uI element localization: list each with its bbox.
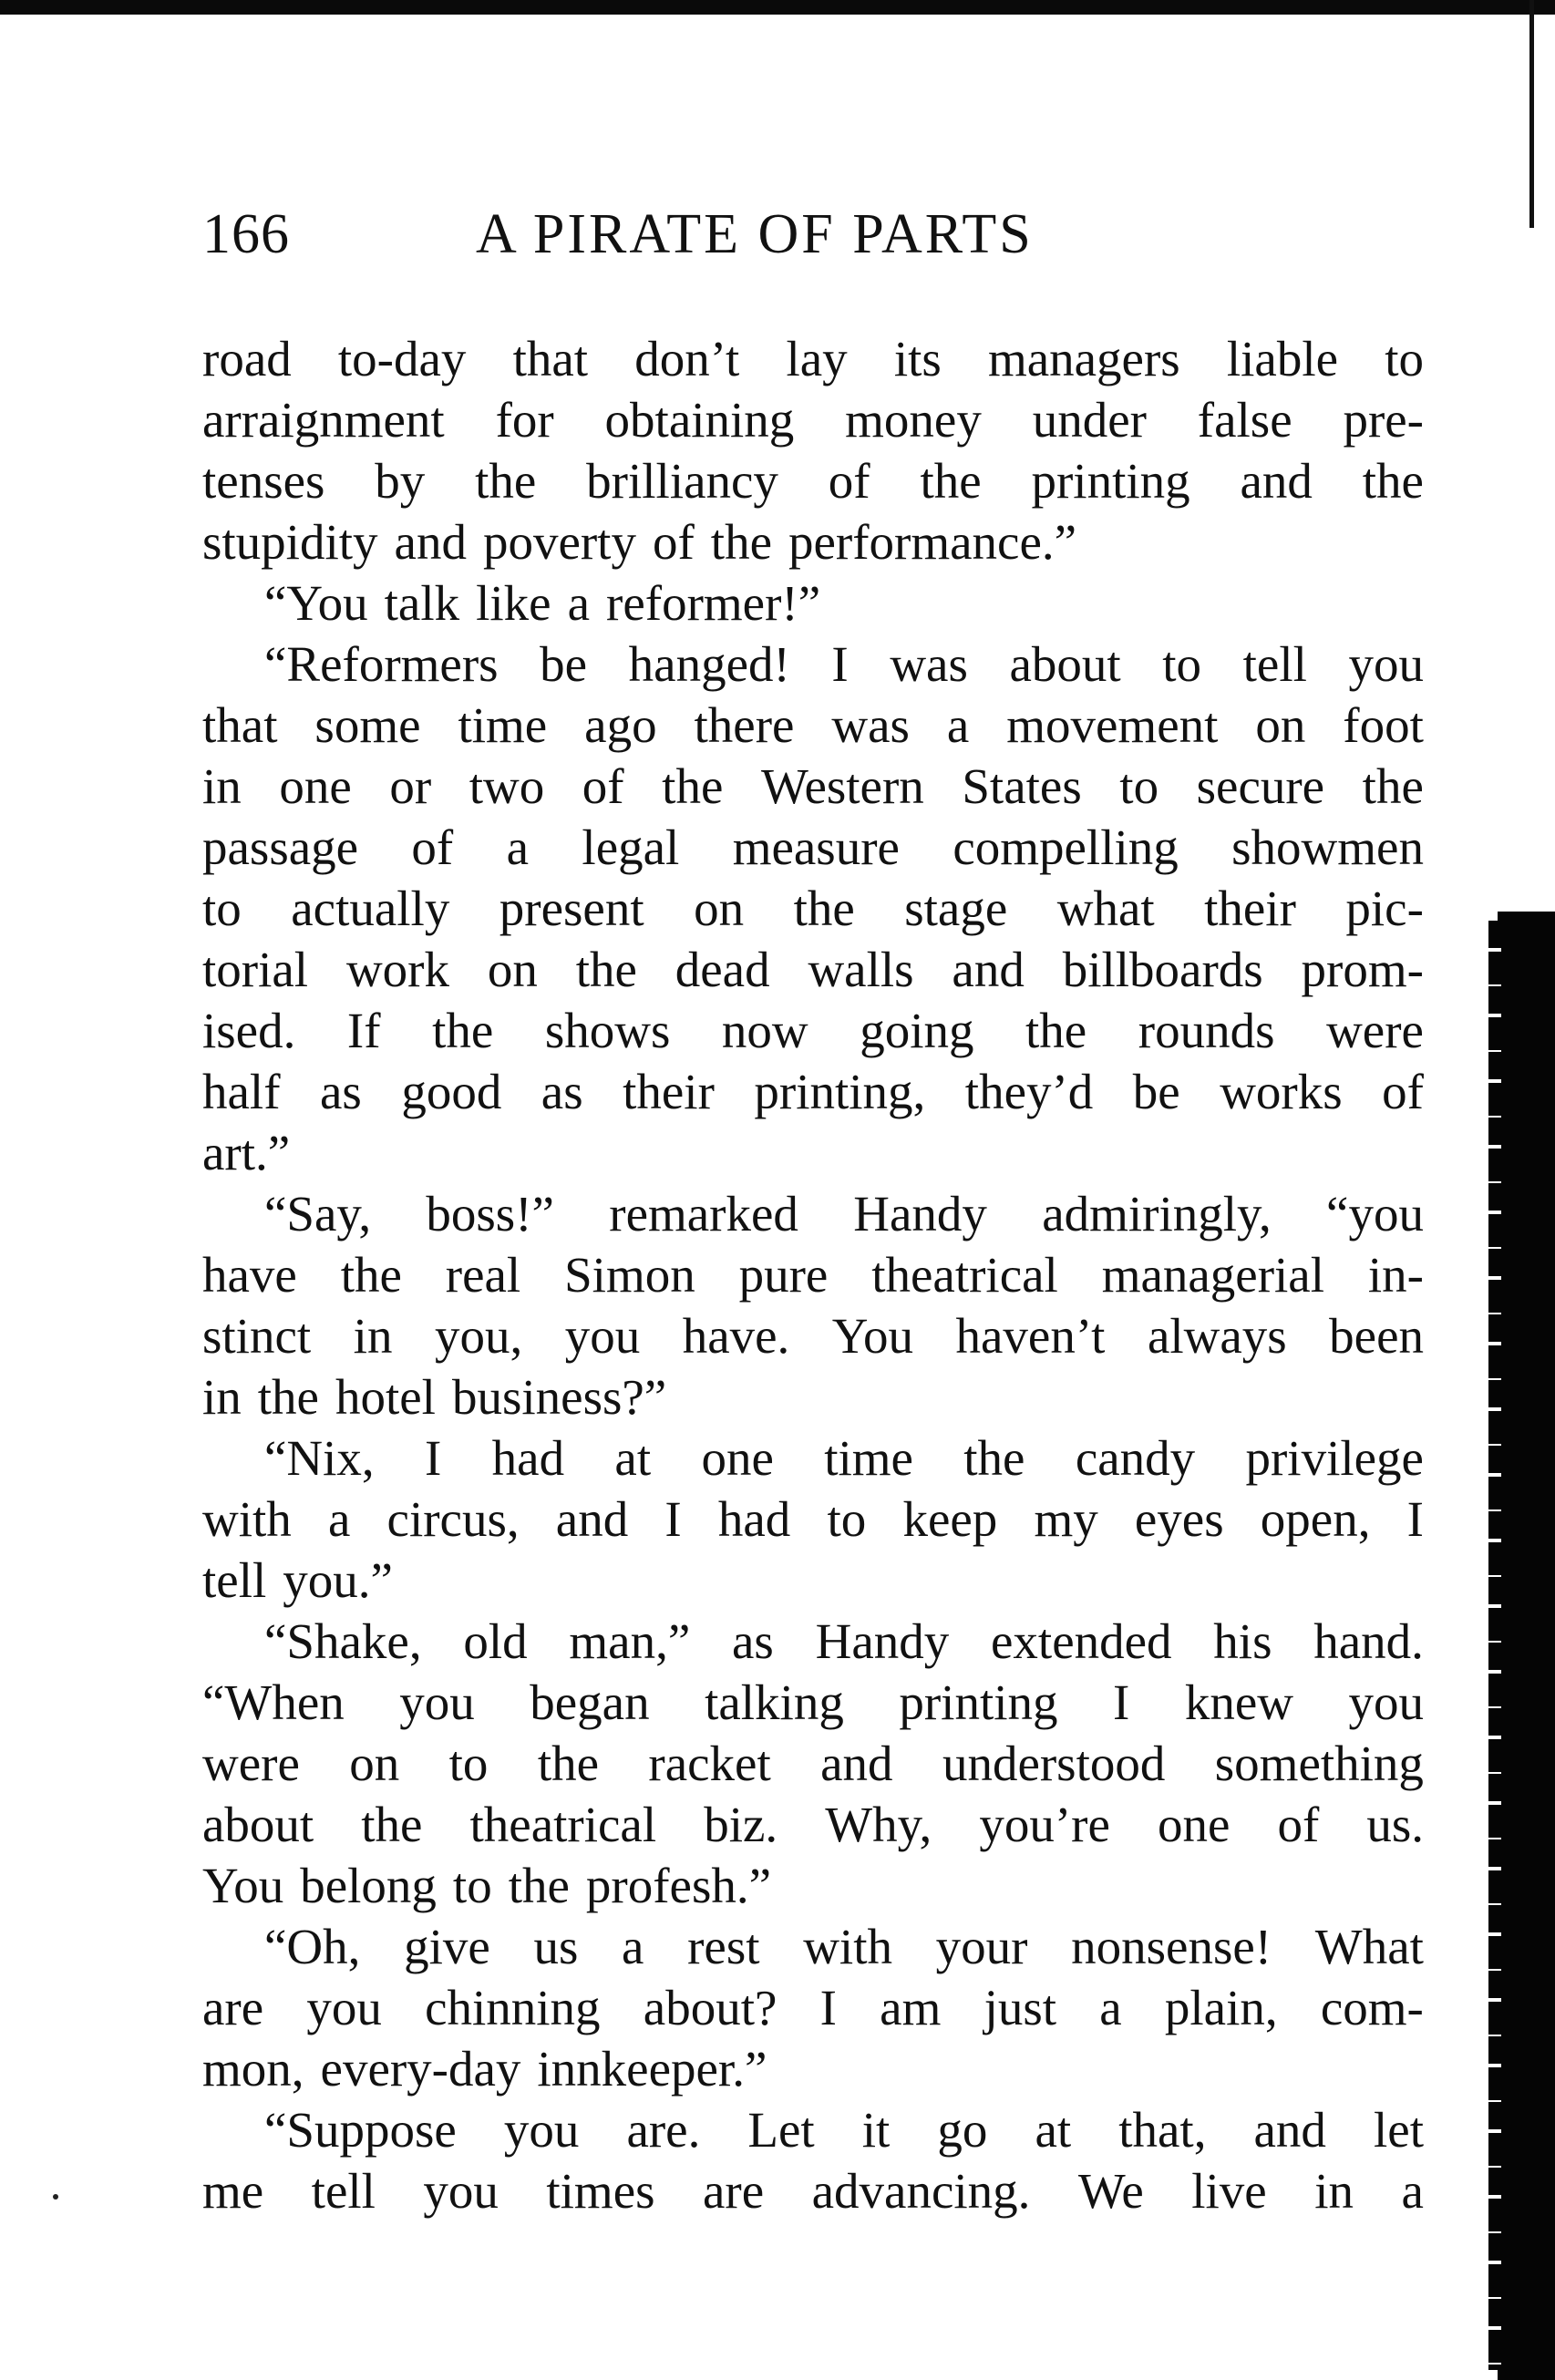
word: as <box>320 1064 362 1119</box>
word: the <box>340 1247 402 1303</box>
word: that <box>202 697 278 753</box>
word: printing <box>899 1674 1058 1730</box>
word: plain, <box>1164 1980 1278 2035</box>
text-line <box>202 1794 1424 1855</box>
word: have. <box>682 1308 790 1364</box>
text-line <box>202 1366 1424 1427</box>
word: a <box>622 1919 644 1974</box>
word: good <box>401 1064 502 1119</box>
word: in- <box>1367 1247 1424 1303</box>
word: go <box>937 2102 988 2158</box>
word: biz. <box>704 1797 778 1852</box>
word: money <box>845 392 982 448</box>
word: one <box>701 1430 774 1486</box>
word: you.” <box>283 1552 393 1608</box>
text-line <box>202 1489 1424 1550</box>
word: What <box>1314 1919 1424 1974</box>
word: the <box>361 1797 423 1852</box>
word: been <box>1329 1308 1424 1364</box>
word: let <box>1374 2102 1424 2158</box>
text-line <box>202 1977 1424 2038</box>
text-line <box>202 2038 1424 2099</box>
word: nonsense! <box>1071 1919 1272 1974</box>
word: the <box>1362 758 1424 814</box>
word: “Reformers <box>264 636 499 692</box>
word: at <box>1035 2102 1072 2158</box>
word: innkeeper.” <box>537 2041 767 2097</box>
word: art.” <box>202 1125 291 1180</box>
word: with <box>202 1491 292 1547</box>
word: of <box>1382 1064 1424 1119</box>
word: lay <box>786 331 848 386</box>
word: two <box>469 758 545 814</box>
text-line <box>202 695 1424 756</box>
word: to <box>1162 636 1202 692</box>
word: in <box>202 758 242 814</box>
word: about <box>1009 636 1121 692</box>
text-line <box>202 1916 1424 1977</box>
word: it <box>861 2102 891 2158</box>
text-line <box>202 1305 1424 1366</box>
word: had <box>717 1491 791 1547</box>
word: to <box>1119 758 1159 814</box>
word: and <box>952 942 1025 997</box>
word: you <box>399 1674 475 1730</box>
text-line <box>202 1855 1424 1916</box>
word: showmen <box>1231 819 1424 875</box>
word: under <box>1032 392 1147 448</box>
word: extended <box>991 1613 1172 1669</box>
word: a <box>1401 2163 1424 2219</box>
word: States <box>962 758 1082 814</box>
word: managers <box>987 331 1180 386</box>
word: the <box>793 881 855 936</box>
word: billboards <box>1062 942 1263 997</box>
word: works <box>1220 1064 1343 1119</box>
word: they’d <box>964 1064 1094 1119</box>
text-line <box>202 634 1424 695</box>
word: false <box>1197 392 1292 448</box>
word: as <box>541 1064 583 1119</box>
word: to <box>202 881 242 936</box>
word: admiringly, <box>1042 1186 1272 1242</box>
word: and <box>555 1491 629 1547</box>
text-line <box>202 756 1424 817</box>
word: secure <box>1196 758 1325 814</box>
word: to <box>448 1736 489 1791</box>
word: Simon <box>564 1247 695 1303</box>
word: I <box>1406 1491 1424 1547</box>
word: of <box>411 819 454 875</box>
text-line <box>202 1427 1424 1489</box>
word: or <box>389 758 432 814</box>
word: about <box>202 1797 314 1852</box>
word: with <box>803 1919 892 1974</box>
word: began <box>530 1674 650 1730</box>
word: one <box>1157 1797 1231 1852</box>
word: circus, <box>386 1491 520 1547</box>
word: have <box>202 1247 297 1303</box>
word: a <box>567 575 591 631</box>
word: the <box>920 453 982 509</box>
word: their <box>623 1064 715 1119</box>
word: I <box>831 636 849 692</box>
word: We <box>1077 2163 1144 2219</box>
word: half <box>202 1064 281 1119</box>
word: dead <box>675 942 770 997</box>
word: be <box>540 636 588 692</box>
word: work <box>345 942 449 997</box>
word: advancing. <box>811 2163 1031 2219</box>
word: the <box>575 942 637 997</box>
scan-edge-shadow <box>1498 912 1555 2380</box>
word: “Oh, <box>264 1919 361 1974</box>
word: measure <box>732 819 900 875</box>
text-line <box>202 389 1424 450</box>
word: “Suppose <box>264 2102 457 2158</box>
word: on <box>349 1736 400 1791</box>
word: and <box>820 1736 893 1791</box>
word: theatrical <box>469 1797 657 1852</box>
word: performance.” <box>788 514 1077 570</box>
word: candy <box>1075 1430 1196 1486</box>
word: compelling <box>953 819 1179 875</box>
word: com- <box>1320 1980 1424 2035</box>
page-header <box>202 202 1424 284</box>
word: to <box>1385 331 1424 386</box>
word: rest <box>687 1919 760 1974</box>
word: poverty <box>482 514 636 570</box>
word: the <box>710 514 772 570</box>
word: the <box>257 1369 319 1425</box>
word: a <box>1099 1980 1122 2035</box>
text-line <box>202 1611 1424 1672</box>
word: remarked <box>609 1186 798 1242</box>
word: tell <box>1242 636 1307 692</box>
word: real <box>445 1247 521 1303</box>
word: on <box>694 881 745 936</box>
word: hanged! <box>628 636 790 692</box>
word: theatrical <box>871 1247 1058 1303</box>
word: something <box>1214 1736 1424 1791</box>
word: be <box>1132 1064 1180 1119</box>
word: the <box>1362 453 1424 509</box>
word: just <box>983 1980 1057 2035</box>
word: your <box>935 1919 1028 1974</box>
word: stupidity <box>202 514 378 570</box>
text-line <box>202 1550 1424 1611</box>
word: like <box>476 575 551 631</box>
word: you’re <box>979 1797 1110 1852</box>
right-border-rule <box>1529 0 1534 228</box>
word: haven’t <box>955 1308 1106 1364</box>
text-line <box>202 939 1424 1000</box>
body-text <box>202 328 1424 2221</box>
word: are <box>202 1980 264 2035</box>
word: movement <box>1006 697 1219 753</box>
word: ised. <box>202 1003 296 1058</box>
word: stinct <box>202 1308 312 1364</box>
text-line <box>202 450 1424 511</box>
word: chinning <box>425 1980 601 2035</box>
word: one <box>279 758 352 814</box>
word: brilliancy <box>586 453 778 509</box>
word: understood <box>942 1736 1166 1791</box>
word: “Shake, <box>264 1613 422 1669</box>
word: Let <box>747 2102 815 2158</box>
text-line <box>202 878 1424 939</box>
word: a <box>327 1491 351 1547</box>
page-number: 166 <box>202 203 290 265</box>
word: give <box>404 1919 490 1974</box>
word: some <box>314 697 421 753</box>
word: of <box>582 758 624 814</box>
word: us. <box>1366 1797 1424 1852</box>
word: there <box>694 697 795 753</box>
word: my <box>1034 1491 1098 1547</box>
word: that <box>512 331 589 386</box>
word: boss!” <box>426 1186 554 1242</box>
word: Western <box>760 758 924 814</box>
word: you <box>1348 636 1424 692</box>
word: at <box>614 1430 652 1486</box>
word: the <box>508 1858 570 1913</box>
word: that, <box>1118 2102 1207 2158</box>
word: keep <box>902 1491 998 1547</box>
word: am <box>880 1980 942 2035</box>
word: every-day <box>320 2041 521 2097</box>
word: are. <box>626 2102 701 2158</box>
word: about? <box>643 1980 778 2035</box>
word: knew <box>1184 1674 1293 1730</box>
text-line <box>202 328 1424 389</box>
word: in <box>202 1369 242 1425</box>
word: You <box>831 1308 913 1364</box>
word: “You <box>264 575 368 631</box>
word: always <box>1147 1308 1287 1364</box>
word: on <box>1255 697 1306 753</box>
word: me <box>202 2163 264 2219</box>
word: You <box>202 1858 284 1913</box>
word: a <box>946 697 970 753</box>
word: pure <box>738 1247 829 1303</box>
word: you <box>423 2163 499 2219</box>
word: profesh.” <box>585 1858 772 1913</box>
word: tenses <box>202 453 325 509</box>
word: the <box>1025 1003 1087 1058</box>
word: stage <box>904 881 1008 936</box>
word: you <box>564 1308 641 1364</box>
text-line <box>202 511 1424 572</box>
word: talking <box>705 1674 844 1730</box>
word: of <box>652 514 695 570</box>
word: pre- <box>1343 392 1424 448</box>
word: were <box>1326 1003 1424 1058</box>
word: privilege <box>1245 1430 1424 1486</box>
word: belong <box>300 1858 437 1913</box>
word: his <box>1213 1613 1272 1669</box>
word: in <box>1314 2163 1354 2219</box>
word: live <box>1191 2163 1267 2219</box>
word: on <box>487 942 538 997</box>
word: to <box>827 1491 867 1547</box>
word: road <box>202 331 292 386</box>
word: you <box>306 1980 382 2035</box>
word: printing <box>1031 453 1190 509</box>
word: “When <box>202 1674 345 1730</box>
word: by <box>375 453 426 509</box>
word: of <box>828 453 870 509</box>
word: foot <box>1343 697 1424 753</box>
word: was <box>831 697 910 753</box>
word: shows <box>544 1003 671 1058</box>
word: are <box>703 2163 765 2219</box>
word: to-day <box>337 331 467 386</box>
text-line <box>202 2160 1424 2221</box>
text-line <box>202 572 1424 634</box>
word: was <box>890 636 968 692</box>
word: “Nix, <box>264 1430 375 1486</box>
word: passage <box>202 819 359 875</box>
word: I <box>664 1491 682 1547</box>
word: hand. <box>1313 1613 1424 1669</box>
text-line <box>202 1061 1424 1122</box>
word: in <box>353 1308 393 1364</box>
word: its <box>893 331 942 386</box>
word: as <box>732 1613 774 1669</box>
word: arraignment <box>202 392 445 448</box>
word: ago <box>584 697 657 753</box>
word: a <box>506 819 530 875</box>
word: of <box>1277 1797 1320 1852</box>
word: were <box>202 1736 300 1791</box>
word: the <box>475 453 537 509</box>
word: the <box>432 1003 494 1058</box>
word: had <box>491 1430 565 1486</box>
word: you <box>503 2102 580 2158</box>
word: what <box>1056 881 1155 936</box>
word: and <box>394 514 467 570</box>
word: reformer!” <box>606 575 821 631</box>
word: tell <box>311 2163 376 2219</box>
word: to <box>452 1858 492 1913</box>
word: for <box>495 392 554 448</box>
text-line <box>202 1183 1424 1244</box>
word: legal <box>582 819 680 875</box>
word: don’t <box>634 331 740 386</box>
text-line <box>202 2099 1424 2160</box>
text-line <box>202 1244 1424 1305</box>
word: Handy <box>853 1186 987 1242</box>
word: actually <box>291 881 450 936</box>
word: business?” <box>451 1369 667 1425</box>
word: I <box>1113 1674 1130 1730</box>
word: prom- <box>1301 942 1424 997</box>
word: printing, <box>754 1064 926 1119</box>
word: I <box>425 1430 442 1486</box>
word: the <box>963 1430 1025 1486</box>
word: the <box>537 1736 600 1791</box>
top-border-rule <box>0 0 1555 15</box>
text-line <box>202 1122 1424 1183</box>
word: I <box>819 1980 837 2035</box>
word: liable <box>1226 331 1339 386</box>
word: tell <box>202 1552 267 1608</box>
word: “Say, <box>264 1186 372 1242</box>
word: you <box>1348 1674 1424 1730</box>
word: you, <box>434 1308 523 1364</box>
word: times <box>546 2163 655 2219</box>
word: pic- <box>1345 881 1424 936</box>
word: present <box>499 881 644 936</box>
word: open, <box>1260 1491 1371 1547</box>
text-line <box>202 1000 1424 1061</box>
running-title: A PIRATE OF PARTS <box>476 203 1034 265</box>
word: now <box>721 1003 808 1058</box>
word: managerial <box>1101 1247 1324 1303</box>
word: rounds <box>1138 1003 1275 1058</box>
word: man,” <box>569 1613 691 1669</box>
word: the <box>662 758 724 814</box>
word: mon, <box>202 2041 304 2097</box>
word: Handy <box>815 1613 950 1669</box>
word: their <box>1204 881 1296 936</box>
word: talk <box>384 575 460 631</box>
word: time <box>824 1430 913 1486</box>
word: going <box>860 1003 974 1058</box>
word: and <box>1253 2102 1326 2158</box>
word: “you <box>1326 1186 1424 1242</box>
text-line <box>202 817 1424 878</box>
word: walls <box>808 942 914 997</box>
word: and <box>1240 453 1313 509</box>
word: obtaining <box>604 392 795 448</box>
word: old <box>463 1613 528 1669</box>
word: us <box>533 1919 579 1974</box>
word: If <box>346 1003 381 1058</box>
word: racket <box>648 1736 771 1791</box>
text-line <box>202 1672 1424 1733</box>
word: eyes <box>1134 1491 1224 1547</box>
word: Why, <box>825 1797 932 1852</box>
scan-speck <box>53 2194 58 2200</box>
word: torial <box>202 942 309 997</box>
word: time <box>458 697 548 753</box>
word: hotel <box>335 1369 436 1425</box>
text-line <box>202 1733 1424 1794</box>
